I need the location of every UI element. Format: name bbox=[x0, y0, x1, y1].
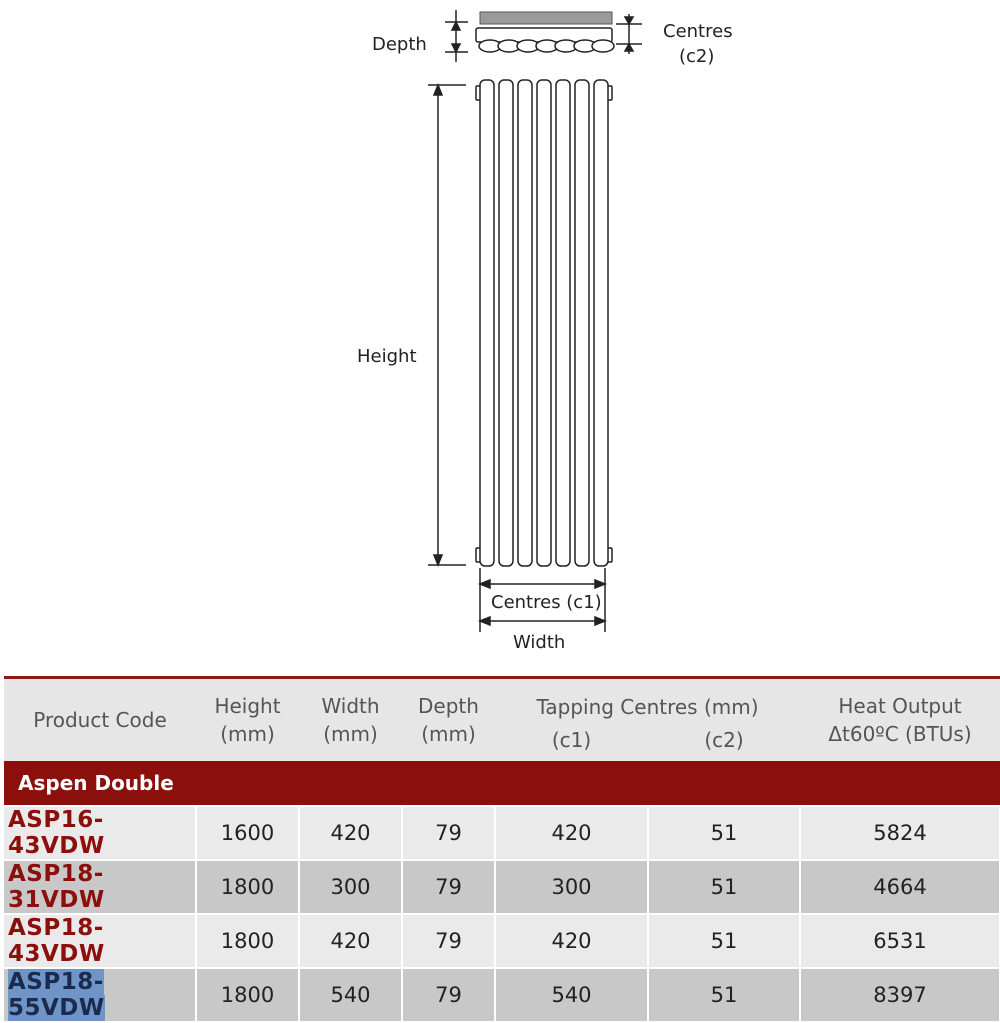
c1-value: 540 bbox=[495, 968, 648, 1022]
heat-output-value: 5824 bbox=[800, 806, 1000, 860]
header-depth-line2: (mm) bbox=[421, 722, 476, 746]
height-value: 1800 bbox=[196, 968, 299, 1022]
product-code: ASP16-43VDW bbox=[4, 806, 196, 860]
table-row bbox=[4, 914, 1000, 968]
c2-value: 51 bbox=[648, 860, 800, 914]
height-dimension bbox=[428, 85, 466, 565]
width-value: 300 bbox=[299, 860, 402, 914]
product-code: ASP18-31VDW bbox=[4, 860, 196, 914]
header-heat-output-line2: Δt60ºC (BTUs) bbox=[828, 722, 972, 746]
height-value: 1600 bbox=[196, 806, 299, 860]
header-width-line2: (mm) bbox=[323, 722, 378, 746]
header-depth bbox=[402, 678, 495, 762]
header-height bbox=[196, 678, 299, 762]
width-value: 540 bbox=[299, 968, 402, 1022]
height-label: Height bbox=[357, 346, 417, 367]
depth-dimension bbox=[445, 10, 468, 62]
heat-output-value: 8397 bbox=[800, 968, 1000, 1022]
selected-product-code[interactable]: ASP18-55VDW bbox=[8, 969, 105, 1021]
top-view bbox=[476, 12, 614, 52]
table-row bbox=[4, 860, 1000, 914]
header-heat-output bbox=[800, 678, 1000, 762]
c1-value: 300 bbox=[495, 860, 648, 914]
table-header-row bbox=[4, 678, 1000, 720]
width-label: Width bbox=[513, 632, 566, 653]
spec-table bbox=[4, 676, 1000, 1023]
table-row bbox=[4, 968, 1000, 1022]
header-c2: (c2) bbox=[648, 719, 800, 761]
radiator-front-view bbox=[476, 80, 612, 566]
width-value: 420 bbox=[299, 914, 402, 968]
depth-value: 79 bbox=[402, 968, 495, 1022]
c2-value: 51 bbox=[648, 806, 800, 860]
c2-value: 51 bbox=[648, 914, 800, 968]
header-depth-line1: Depth bbox=[418, 694, 479, 718]
header-height-line2: (mm) bbox=[220, 722, 275, 746]
centres-c2-dimension bbox=[616, 14, 642, 54]
centres-c2-label-line1: Centres bbox=[663, 21, 733, 42]
c1-value: 420 bbox=[495, 806, 648, 860]
height-value: 1800 bbox=[196, 860, 299, 914]
product-code[interactable] bbox=[4, 968, 196, 1022]
table-row bbox=[4, 806, 1000, 860]
heat-output-value: 4664 bbox=[800, 860, 1000, 914]
height-value: 1800 bbox=[196, 914, 299, 968]
width-value: 420 bbox=[299, 806, 402, 860]
header-width-line1: Width bbox=[321, 694, 380, 718]
header-product-code: Product Code bbox=[4, 678, 196, 762]
depth-value: 79 bbox=[402, 860, 495, 914]
header-c1: (c1) bbox=[495, 719, 648, 761]
product-code: ASP18-43VDW bbox=[4, 914, 196, 968]
header-heat-output-line1: Heat Output bbox=[838, 694, 962, 718]
centres-c2-label-line2: (c2) bbox=[679, 46, 715, 67]
section-title: Aspen Double bbox=[4, 761, 1000, 806]
depth-label: Depth bbox=[372, 34, 427, 55]
centres-c1-label: Centres (c1) bbox=[491, 592, 602, 613]
header-width bbox=[299, 678, 402, 762]
c1-value: 420 bbox=[495, 914, 648, 968]
c2-value: 51 bbox=[648, 968, 800, 1022]
heat-output-value: 6531 bbox=[800, 914, 1000, 968]
depth-value: 79 bbox=[402, 806, 495, 860]
header-tapping-centres: Tapping Centres (mm) bbox=[495, 678, 800, 720]
section-row bbox=[4, 761, 1000, 806]
header-height-line1: Height bbox=[214, 694, 281, 718]
depth-value: 79 bbox=[402, 914, 495, 968]
